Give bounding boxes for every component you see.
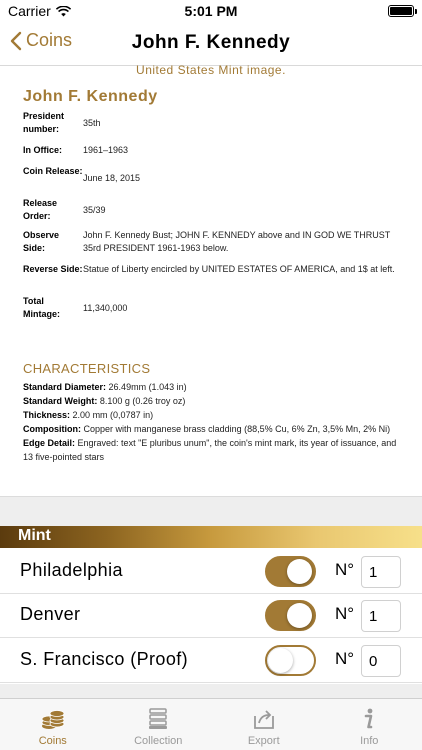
mint-name: S. Francisco (Proof) [20, 649, 189, 669]
info-icon [356, 707, 382, 731]
info-row-observe-side [23, 227, 401, 260]
info-row-in-office [23, 139, 401, 161]
tab-bar [0, 698, 422, 750]
status-bar [0, 0, 422, 22]
info-row-coin-release [23, 161, 401, 194]
info-label: President number: [23, 111, 65, 134]
number-label: N° [335, 649, 355, 668]
section-separator [0, 496, 422, 526]
tab-label: Collection [134, 735, 183, 747]
characteristic-value: Engraved: text "E pluribus unum", the coin's mint mark, its year of issuance, and 13 five-pointed stars [23, 438, 397, 462]
san-francisco-toggle[interactable] [265, 645, 316, 676]
tab-info[interactable] [317, 699, 422, 750]
info-value: 1961–1963 [83, 145, 129, 155]
toggle-knob [268, 648, 293, 673]
info-label: Reverse Side: [23, 264, 83, 274]
carrier-label: Carrier [8, 3, 51, 19]
tab-label: Export [247, 735, 280, 747]
info-label: Release Order: [23, 198, 58, 221]
characteristic-label: Thickness: [23, 410, 71, 420]
section-separator [0, 684, 422, 698]
info-row-president-number [23, 110, 401, 139]
number-label: N° [335, 560, 355, 579]
characteristic-item [23, 394, 403, 408]
page-title: John F. Kennedy [131, 32, 291, 53]
info-value: Statue of Liberty encircled by UNITED ESTATES OF AMERICA, and 1$ at left. [83, 264, 395, 274]
characteristic-value: Copper with manganese brass cladding (88,5% Cu, 6% Zn, 3,5% Mn, 2% Ni) [83, 424, 391, 434]
info-label: Coin Release: [23, 166, 83, 176]
characteristic-label: Edge Detail: [23, 438, 76, 448]
mint-section-header [0, 526, 422, 548]
tab-label: Coins [38, 735, 67, 747]
image-caption: United States Mint image. [136, 63, 286, 77]
battery-icon [388, 5, 414, 17]
info-value: 35th [83, 118, 101, 128]
mint-name: Denver [20, 604, 81, 624]
back-button-label: Coins [26, 30, 73, 50]
characteristic-item [23, 422, 403, 436]
info-value: June 18, 2015 [83, 173, 141, 183]
mint-row-denver [0, 594, 422, 638]
info-value: 11,340,000 [83, 303, 128, 313]
characteristics-list [23, 380, 403, 464]
tab-export[interactable] [211, 699, 317, 750]
status-time: 5:01 PM [184, 3, 238, 19]
toggle-knob [287, 603, 312, 628]
san-francisco-count-field[interactable]: 0 [361, 645, 401, 677]
number-label: N° [335, 604, 355, 623]
characteristic-label: Composition: [23, 424, 81, 434]
export-icon [251, 707, 277, 731]
characteristic-value: 26.49mm (1.043 in) [108, 382, 187, 392]
characteristic-item [23, 436, 403, 464]
philadelphia-toggle[interactable] [265, 556, 316, 587]
coins-icon [40, 707, 66, 731]
tab-label: Info [360, 735, 379, 747]
characteristic-value: 8.100 g (0.26 troy oz) [99, 396, 186, 406]
mint-row-san-francisco [0, 639, 422, 683]
characteristic-label: Standard Weight: [23, 396, 98, 406]
info-label: Observe Side: [23, 230, 60, 253]
tab-collection[interactable] [106, 699, 212, 750]
mint-name: Philadelphia [20, 560, 123, 580]
info-label: Total Mintage: [23, 296, 60, 319]
coin-info-table [23, 110, 401, 323]
toggle-knob [287, 559, 312, 584]
info-label: In Office: [23, 145, 63, 155]
info-row-release-order [23, 194, 401, 227]
wifi-icon [56, 6, 71, 17]
collection-icon [145, 707, 171, 731]
info-value: 35/39 [83, 205, 106, 215]
characteristic-item [23, 380, 403, 394]
status-left [8, 3, 71, 19]
characteristics-title: CHARACTERISTICS [23, 361, 151, 376]
denver-count-field[interactable]: 1 [361, 600, 401, 632]
mint-header-label: Mint [18, 527, 51, 544]
philadelphia-count-field[interactable]: 1 [361, 556, 401, 588]
tab-coins[interactable] [0, 699, 106, 750]
navigation-bar [0, 22, 422, 66]
characteristic-item [23, 408, 403, 422]
coin-title: John F. Kennedy [23, 88, 158, 105]
characteristic-label: Standard Diameter: [23, 382, 107, 392]
info-row-reverse-side [23, 260, 401, 293]
info-row-total-mintage [23, 293, 401, 323]
denver-toggle[interactable] [265, 600, 316, 631]
info-value: John F. Kennedy Bust; JOHN F. KENNEDY above and IN GOD WE THRUST 35rd PRESIDENT 1961-1963 below. [83, 230, 391, 253]
characteristic-value: 2.00 mm (0,0787 in) [72, 410, 154, 420]
mint-row-philadelphia [0, 550, 422, 594]
